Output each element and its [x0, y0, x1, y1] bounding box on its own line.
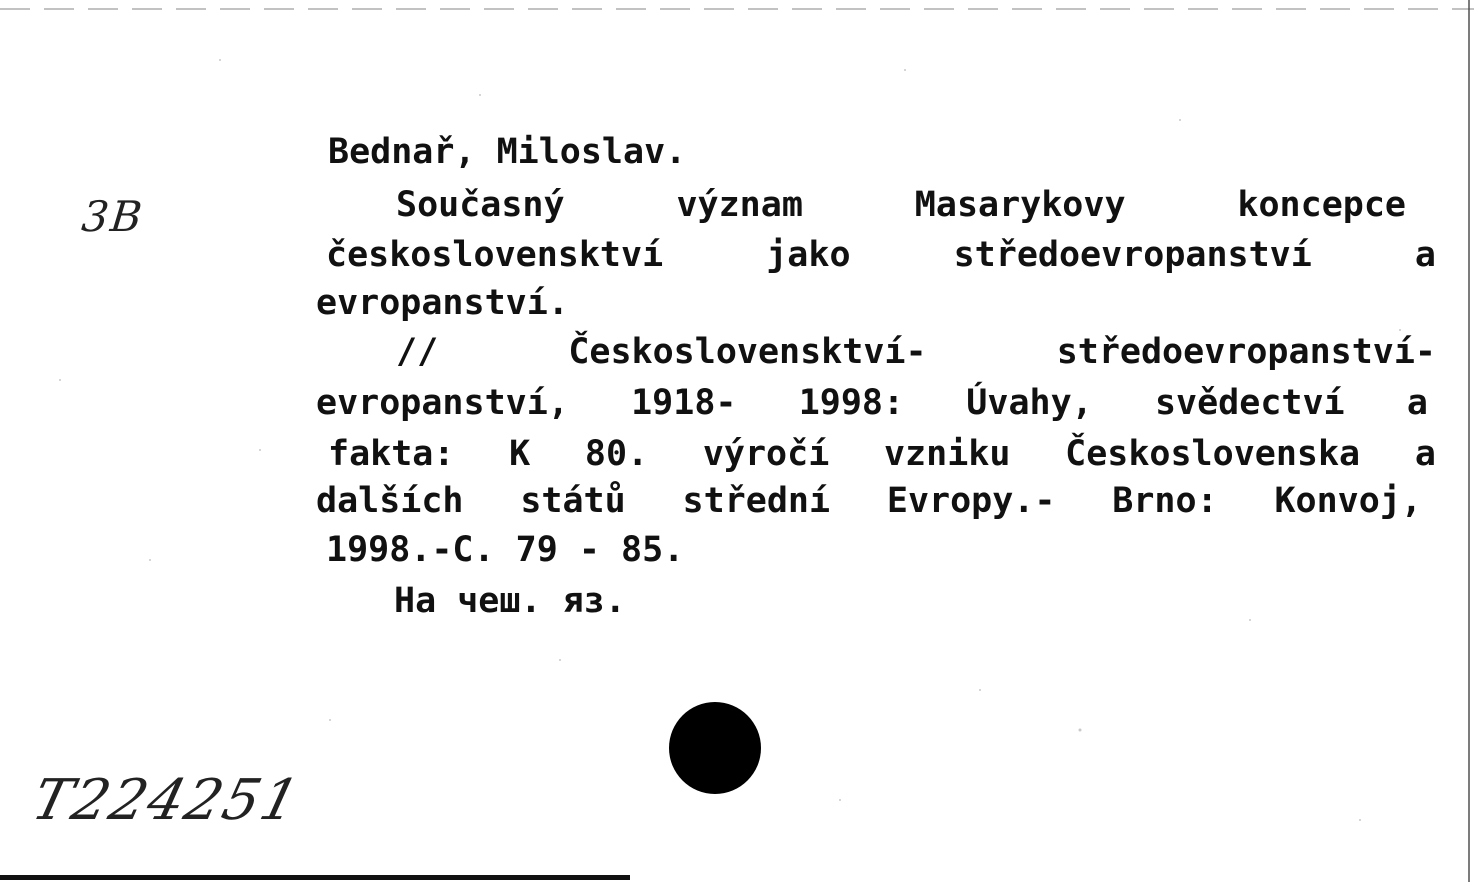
source-word: států: [520, 481, 626, 521]
language-note: На чеш. яз.: [394, 581, 626, 621]
title-word: jako: [766, 235, 851, 275]
title-line-1: [396, 185, 1406, 225]
source-word: Úvahy,: [966, 383, 1093, 423]
source-word: a: [1406, 383, 1428, 423]
punch-hole: [669, 702, 761, 794]
source-word: 1918-: [631, 383, 737, 423]
source-line-4: [316, 481, 1422, 521]
section-mark-handwritten: 3B: [79, 192, 147, 241]
source-word: Brno:: [1112, 481, 1218, 521]
source-word: Československtví-: [568, 332, 927, 372]
source-word: středoevropanství-: [1056, 332, 1436, 372]
title-line-3: evropanství.: [316, 283, 569, 323]
source-word: 80.: [584, 434, 649, 474]
source-word: //: [396, 332, 439, 372]
source-word: střední: [682, 481, 831, 521]
source-word: K: [509, 434, 531, 474]
author-heading: Bednař, Miloslav.: [328, 132, 687, 172]
source-word: a: [1414, 434, 1436, 474]
source-line-3: [328, 434, 1436, 474]
source-word: evropanství,: [316, 383, 569, 423]
title-word: význam: [676, 185, 803, 225]
title-word: koncepce: [1237, 185, 1406, 225]
card-bottom-edge: [0, 875, 630, 880]
source-word: Československa: [1065, 434, 1361, 474]
title-word: a: [1414, 235, 1436, 275]
inventory-number-handwritten: T224251: [25, 768, 308, 833]
source-word: fakta:: [328, 434, 455, 474]
source-word: výročí: [702, 434, 830, 474]
source-line-5: 1998.-C. 79 - 85.: [326, 530, 685, 570]
title-word: středoevropanství: [953, 235, 1312, 275]
source-word: vzniku: [883, 434, 1011, 474]
source-line-1: [396, 332, 1436, 372]
source-word: dalších: [316, 481, 464, 521]
source-word: Konvoj,: [1274, 481, 1422, 521]
title-word: Masarykovy: [914, 185, 1126, 225]
title-word: Současný: [396, 185, 565, 225]
source-word: Evropy.-: [886, 481, 1056, 521]
source-line-2: [316, 383, 1428, 423]
card-top-edge: [0, 8, 1474, 10]
source-word: 1998:: [798, 383, 905, 423]
title-word: československtví: [326, 235, 664, 275]
source-word: svědectví: [1154, 383, 1345, 423]
title-line-2: [326, 235, 1436, 275]
card-right-edge: [1468, 0, 1470, 882]
